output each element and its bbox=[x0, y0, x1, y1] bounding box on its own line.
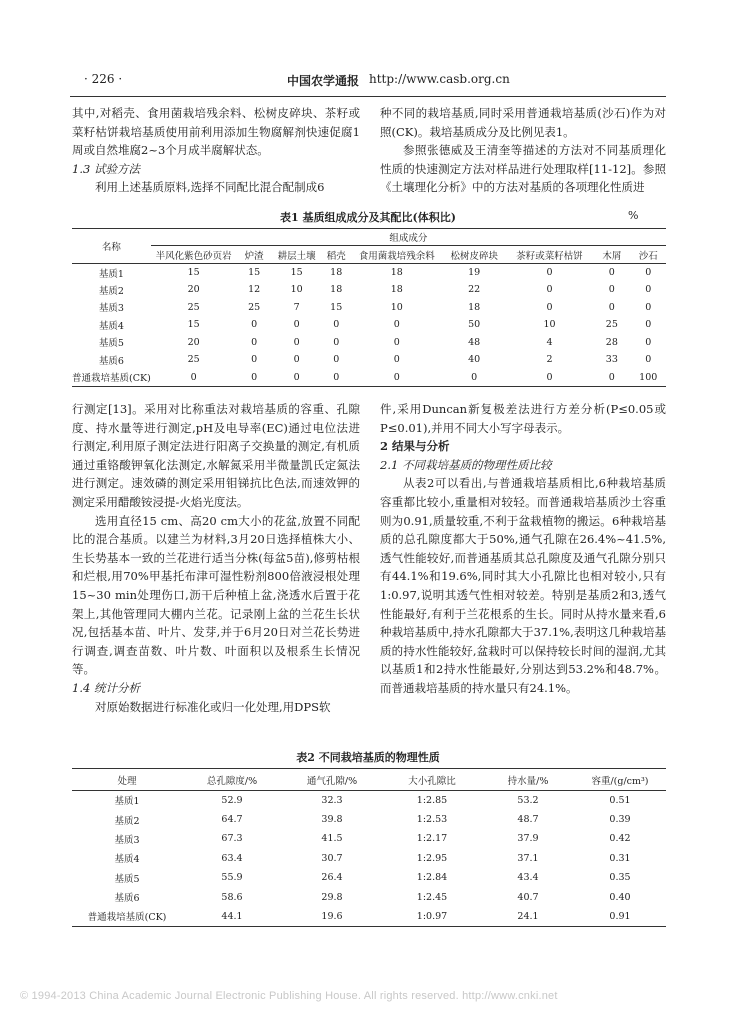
table-cell: 1:2.53 bbox=[416, 814, 448, 826]
paragraph: 种不同的栽培基质,同时采用普通栽培基质(沙石)作为对照(CK)。栽培基质成分及比例见表1。 bbox=[380, 106, 666, 139]
table-cell: 0 bbox=[645, 319, 652, 331]
table-cell: 0 bbox=[393, 319, 400, 331]
table-cell: 20 bbox=[187, 336, 200, 348]
table-cell: 0 bbox=[251, 371, 258, 383]
table-cell: 0 bbox=[190, 371, 197, 383]
table-cell: 1:0.97 bbox=[416, 910, 448, 922]
table-row bbox=[72, 907, 666, 926]
table-cell: 44.1 bbox=[221, 910, 243, 922]
table-cell: 0 bbox=[608, 301, 615, 313]
table2-column-header: 容重/(g/cm³) bbox=[574, 769, 666, 791]
row-name: 基质4 bbox=[98, 320, 124, 332]
table-cell: 18 bbox=[330, 284, 343, 296]
table1-column-header: 木屑 bbox=[593, 246, 630, 264]
table-cell: 0 bbox=[393, 371, 400, 383]
paragraph: 参照张德威及王清奎等描述的方法对不同基质理化性质的快速测定方法对样品进行处理取样[11-12]。参照《土壤理化分析》中的方法对基质的各项理化性质进 bbox=[380, 143, 666, 195]
paragraph: 利用上述基质原料,选择不同配比混合配制成6 bbox=[95, 180, 325, 195]
table-cell: 0 bbox=[333, 319, 340, 331]
row-name: 普通栽培基质(CK) bbox=[72, 373, 151, 384]
table-cell: 0 bbox=[333, 371, 340, 383]
table-cell: 30.7 bbox=[321, 852, 343, 864]
table-cell: 15 bbox=[248, 267, 261, 278]
row-name: 基质5 bbox=[114, 873, 140, 885]
table-cell: 0 bbox=[546, 267, 553, 278]
table1-column-header: 炉渣 bbox=[236, 246, 271, 264]
table-cell: 0 bbox=[251, 336, 258, 348]
left-column-top bbox=[72, 104, 360, 197]
table1-column-header: 松树皮碎块 bbox=[442, 246, 505, 264]
table-cell: 18 bbox=[330, 267, 343, 278]
table-cell: 33 bbox=[605, 354, 618, 366]
table-cell: 1:2.95 bbox=[416, 852, 448, 864]
table-cell: 37.1 bbox=[517, 852, 539, 864]
table-cell: 0 bbox=[546, 371, 553, 383]
table-cell: 7 bbox=[293, 301, 300, 313]
table-cell: 0 bbox=[251, 354, 258, 366]
table-cell: 0 bbox=[645, 301, 652, 313]
table-row bbox=[72, 299, 666, 317]
section-heading-1-4: 1.4 统计分析 bbox=[72, 680, 140, 695]
row-name: 基质3 bbox=[114, 834, 140, 846]
running-header bbox=[84, 72, 668, 92]
row-name: 基质4 bbox=[114, 854, 140, 866]
table2-column-header: 处理 bbox=[72, 769, 182, 791]
row-name: 基质6 bbox=[98, 355, 124, 367]
right-column-top bbox=[380, 104, 666, 197]
table-cell: 26.4 bbox=[321, 872, 343, 884]
table-cell: 39.8 bbox=[321, 814, 343, 826]
row-name: 基质1 bbox=[98, 268, 124, 280]
table-cell: 25 bbox=[187, 354, 200, 366]
table-cell: 15 bbox=[290, 267, 303, 278]
left-column-mid bbox=[72, 400, 360, 716]
table-cell: 12 bbox=[248, 284, 261, 296]
table-row bbox=[72, 849, 666, 868]
table-row bbox=[72, 829, 666, 848]
table-cell: 32.3 bbox=[321, 794, 343, 806]
table-row bbox=[72, 351, 666, 369]
table2-column-header: 持水量/% bbox=[482, 769, 574, 791]
paragraph: 从表2可以看出,与普通栽培基质相比,6种栽培基质容重都比较小,重量相对较轻。而普通栽培基质沙土容重则为0.91,质量较重,不利于盆栽植物的搬运。6种栽培基质的总孔隙度都大于50%,通气孔隙在26.4%~41.5%,透气性能较好,而普通基质其总孔隙度及通气孔隙分别只有44.1%和19.6%,同时其大小孔隙比也相对较小,只有1:0.97,说明其透气性相对较差。特别是基质2和3,透气性能最好,有利于兰花根系的生长。同时从持水量来看,6种栽培基质中,持水孔隙都大于37.1%,表明这几种栽培基质的持水性能较好,盆栽时可以保持较长时间的湿润,尤其以基质1和2持水性能最好,分别达到53.2%和48.7%。而普通栽培基质的持水量只有24.1%。 bbox=[380, 476, 666, 695]
section-heading-2-1: 2.1 不同栽培基质的物理性质比较 bbox=[380, 457, 552, 472]
table-cell: 0 bbox=[393, 336, 400, 348]
table-row bbox=[72, 369, 666, 387]
table-cell: 10 bbox=[543, 319, 556, 331]
table-row bbox=[72, 810, 666, 829]
table-cell: 55.9 bbox=[221, 872, 243, 884]
table-cell: 2 bbox=[546, 354, 553, 366]
table-cell: 0 bbox=[251, 319, 258, 331]
table1-column-header: 稻壳 bbox=[321, 246, 351, 264]
table-cell: 0.42 bbox=[609, 833, 631, 845]
table-cell: 15 bbox=[187, 267, 200, 278]
table-cell: 0.31 bbox=[609, 852, 631, 864]
table-cell: 100 bbox=[639, 371, 658, 383]
table-cell: 0 bbox=[608, 284, 615, 296]
table-cell: 1:2.85 bbox=[416, 794, 448, 806]
table-cell: 0 bbox=[645, 284, 652, 296]
table-cell: 0 bbox=[293, 354, 300, 366]
table1-unit: % bbox=[628, 209, 639, 222]
table-cell: 41.5 bbox=[321, 833, 343, 845]
table-cell: 0.51 bbox=[609, 794, 631, 806]
row-name: 基质2 bbox=[98, 285, 124, 297]
table-cell: 18 bbox=[390, 284, 403, 296]
table-cell: 64.7 bbox=[221, 814, 243, 826]
table1-caption: 表1 基质组成成分及其配比(体积比) bbox=[280, 211, 456, 224]
table-row bbox=[72, 887, 666, 906]
table-cell: 15 bbox=[187, 319, 200, 331]
row-name: 基质5 bbox=[98, 338, 124, 350]
table-cell: 52.9 bbox=[221, 794, 243, 806]
table2-column-header: 通气孔隙/% bbox=[282, 769, 382, 791]
table-cell: 63.4 bbox=[221, 852, 243, 864]
table-cell: 48 bbox=[468, 336, 481, 348]
table1 bbox=[72, 228, 666, 387]
journal-title: 中国农学通报 bbox=[287, 74, 360, 88]
paragraph: 选用直径15 cm、高20 cm大小的花盆,放置不同配比的混合基质。以建兰为材料,3月20日选择植株大小、生长势基本一致的兰花进行适当分株(每盆5苗),修剪枯根和烂根,用70%甲基托布津可湿性粉剂800倍液浸根处理15~30 min处理伤口,沥干后种植上盆,浇透水后置于花架上,其他管理同大棚内兰花。记录刚上盆的兰花生长状况,包括基本苗、叶片、发芽,并于6月20日对兰花长势进行调查,调查苗数、叶片数、叶面积以及根系生长情况等。 bbox=[72, 513, 360, 677]
table-cell: 19.6 bbox=[321, 910, 343, 922]
table-cell: 24.1 bbox=[517, 910, 539, 922]
table-cell: 18 bbox=[390, 267, 403, 278]
table-row bbox=[72, 281, 666, 299]
journal-url[interactable]: http://www.casb.org.cn bbox=[369, 72, 510, 86]
table1-column-header: 半风化紫色砂页岩 bbox=[151, 246, 237, 264]
table-cell: 0 bbox=[546, 284, 553, 296]
table2-column-header: 大小孔隙比 bbox=[382, 769, 482, 791]
table-cell: 0 bbox=[471, 371, 478, 383]
table-row bbox=[72, 316, 666, 334]
table-cell: 22 bbox=[468, 284, 481, 296]
table-cell: 0 bbox=[293, 371, 300, 383]
paragraph: 其中,对稻壳、食用菌栽培残余料、松树皮碎块、茶籽或菜籽枯饼栽培基质使用前利用添加生物腐解剂快速促腐1周或自然堆腐2~3个月成半腐解状态。 bbox=[72, 106, 360, 158]
table1-column-header: 耕层土壤 bbox=[272, 246, 322, 264]
table-cell: 53.2 bbox=[517, 794, 539, 806]
table-cell: 0 bbox=[645, 354, 652, 366]
header-rule bbox=[70, 96, 666, 97]
table2 bbox=[72, 768, 666, 927]
table-cell: 0 bbox=[546, 301, 553, 313]
page-number: · 226 · bbox=[84, 72, 123, 86]
right-column-mid bbox=[380, 400, 666, 698]
table-cell: 0.91 bbox=[609, 910, 631, 922]
table-row bbox=[72, 868, 666, 887]
table-cell: 4 bbox=[546, 336, 553, 348]
table-cell: 19 bbox=[468, 267, 481, 278]
paragraph: 件,采用Duncan新复极差法进行方差分析(P≤0.05或P≤0.01),并用不同大小写字母表示。 bbox=[380, 402, 666, 435]
table-cell: 40 bbox=[468, 354, 481, 366]
table-cell: 15 bbox=[330, 301, 343, 313]
table-cell: 0 bbox=[333, 354, 340, 366]
table-cell: 1:2.84 bbox=[416, 872, 448, 884]
row-name: 基质3 bbox=[98, 303, 124, 315]
table-cell: 0 bbox=[608, 371, 615, 383]
table-cell: 48.7 bbox=[517, 814, 539, 826]
table-cell: 25 bbox=[187, 301, 200, 313]
table1-column-header: 食用菌栽培残余料 bbox=[351, 246, 442, 264]
row-name: 基质1 bbox=[114, 796, 140, 808]
table-cell: 0 bbox=[293, 319, 300, 331]
table-cell: 28 bbox=[605, 336, 618, 348]
table2-column-header: 总孔隙度/% bbox=[182, 769, 282, 791]
row-name: 普通栽培基质(CK) bbox=[87, 912, 167, 924]
table-cell: 25 bbox=[248, 301, 261, 313]
table-cell: 20 bbox=[187, 284, 200, 296]
table-row bbox=[72, 791, 666, 810]
table-cell: 1:2.17 bbox=[416, 833, 448, 845]
table-cell: 67.3 bbox=[221, 833, 243, 845]
table-cell: 0 bbox=[293, 336, 300, 348]
section-heading-2: 2 结果与分析 bbox=[380, 439, 450, 454]
table-cell: 43.4 bbox=[517, 872, 539, 884]
table-cell: 0 bbox=[393, 354, 400, 366]
table-cell: 0 bbox=[645, 336, 652, 348]
table-cell: 10 bbox=[390, 301, 403, 313]
table-cell: 0 bbox=[333, 336, 340, 348]
copyright-footer: © 1994-2013 China Academic Journal Electronic Publishing House. All rights reserved. http://www.cnki.net bbox=[20, 990, 558, 1002]
paragraph: 行测定[13]。采用对比称重法对栽培基质的容重、孔隙度、持水量等进行测定,pH及电导率(EC)通过电位法进行测定,利用原子测定法进行阳离子交换量的测定,有机质通过重铬酸钾氧化法测定,水解氮采用半微量凯氏定氮法进行测定。速效磷的测定采用钼锑抗比色法,而速效钾的测定采用醋酸铵浸提-火焰光度法。 bbox=[72, 402, 360, 509]
table-cell: 25 bbox=[605, 319, 618, 331]
table1-column-header: 茶籽或菜籽枯饼 bbox=[506, 246, 593, 264]
section-heading-1-3: 1.3 试验方法 bbox=[72, 161, 140, 176]
table-cell: 40.7 bbox=[517, 891, 539, 903]
row-name: 基质2 bbox=[114, 815, 140, 827]
table-cell: 58.6 bbox=[221, 891, 243, 903]
table-cell: 0 bbox=[608, 267, 615, 278]
table-row bbox=[72, 334, 666, 352]
paragraph: 对原始数据进行标准化或归一化处理,用DPS软 bbox=[95, 699, 331, 714]
row-name: 基质6 bbox=[114, 893, 140, 905]
table-cell: 0.40 bbox=[609, 891, 631, 903]
table-cell: 50 bbox=[468, 319, 481, 331]
table-cell: 18 bbox=[468, 301, 481, 313]
table-row bbox=[72, 264, 666, 282]
table1-column-header: 沙石 bbox=[631, 246, 667, 264]
table2-caption: 表2 不同栽培基质的物理性质 bbox=[296, 751, 440, 764]
table-cell: 37.9 bbox=[517, 833, 539, 845]
table1-group-header: 组成成分 bbox=[151, 229, 666, 246]
table-cell: 0.35 bbox=[609, 872, 631, 884]
table-cell: 0 bbox=[645, 267, 652, 278]
table1-name-header: 名称 bbox=[72, 229, 151, 264]
table-cell: 0.39 bbox=[609, 814, 631, 826]
table-cell: 29.8 bbox=[321, 891, 343, 903]
table-cell: 10 bbox=[290, 284, 303, 296]
table-cell: 1:2.45 bbox=[416, 891, 448, 903]
